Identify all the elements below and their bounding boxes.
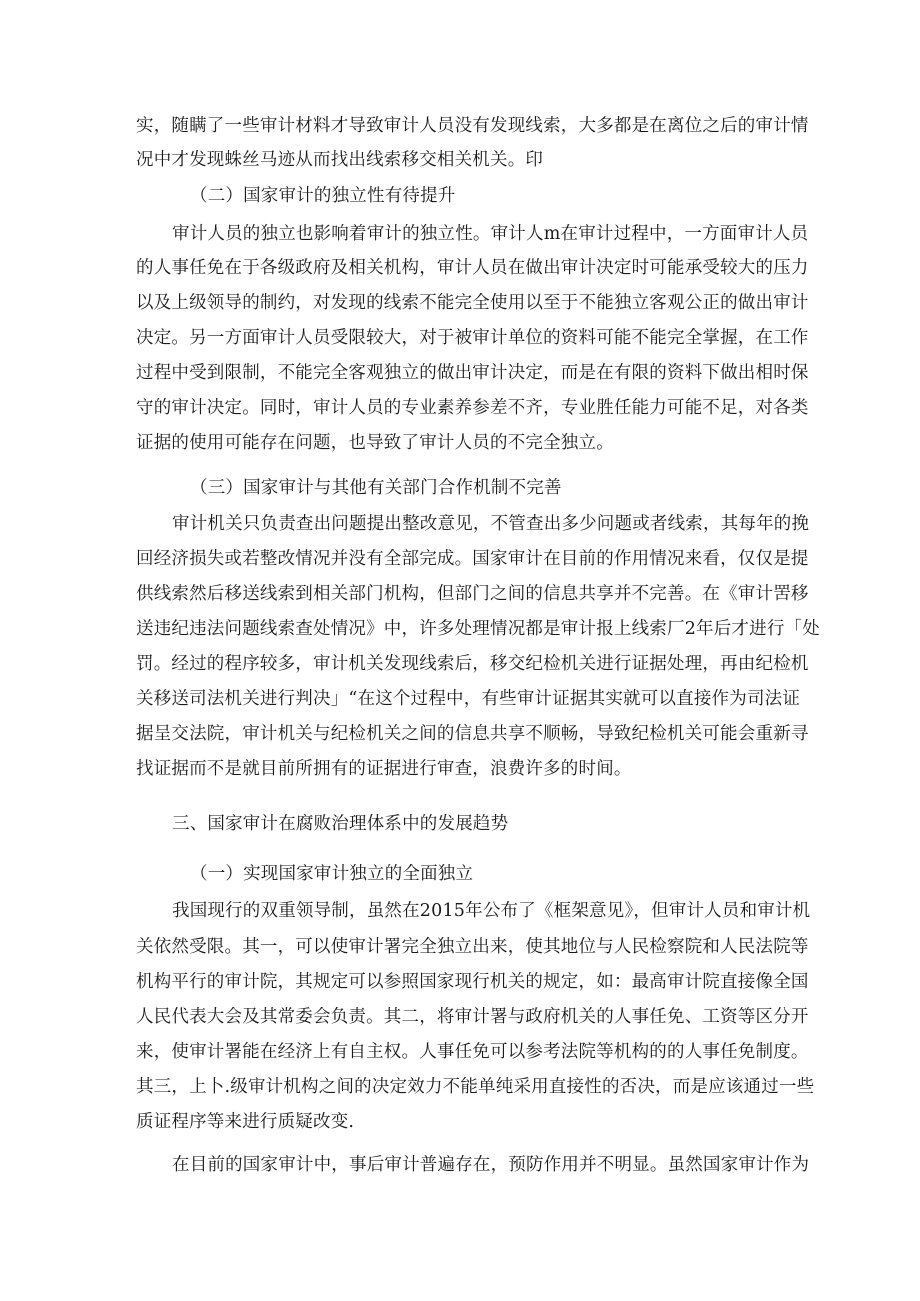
paragraph-line: 守的审计决定。同时，审计人员的专业素养参差不齐，专业胜任能力可能不足，对各类	[136, 398, 809, 418]
paragraph-line: 况中才发现蛛丝马迹从而找出线索移交相关机关。印	[136, 150, 544, 170]
paragraph-line: 质证程序等来进行质疑改变.	[136, 1112, 355, 1132]
paragraph-line: 证据的使用可能存在问题，也导致了审计人员的不完全独立。	[136, 433, 614, 453]
paragraph-line: 过程中受到限制，不能完全客观独立的做出审计决定，而是在有限的资料下做出相时保	[136, 363, 809, 383]
paragraph-line: 人民代表大会及其常委会负责。其二，将审计署与政府机关的人事任免、工资等区分开	[136, 1007, 809, 1027]
paragraph-line: 的人事任免在于各级政府及相关机构，审计人员在做出审计决定时可能承受较大的压力	[136, 258, 809, 278]
paragraph-line: 来，使审计署能在经济上有自主权。人事任免可以参考法院等机构的的人事任免制度。	[136, 1042, 809, 1062]
paragraph-line: 审计人员的独立也影响着审计的独立性。审计人m在审计过程中，一方面审计人员	[172, 224, 809, 244]
paragraph-line: 据呈交法院，审计机关与纪检机关之间的信息共享不顺畅，导致纪检机关可能会重新寻	[136, 724, 809, 744]
paragraph-line: 决定。另一方面审计人员受限较大，对于被审计单位的资料可能不能完全掌握，在工作	[136, 328, 809, 348]
section-subheading: （二）国家审计的独立性有待提升	[190, 186, 456, 206]
paragraph-line: 其三，上卜.级审计机构之间的决定效力不能单纯采用直接性的否决，而是应该通过一些	[136, 1077, 815, 1097]
paragraph-line: 以及上级领导的制约，对发现的线索不能完全使用以至于不能独立客观公正的做出审计	[136, 293, 809, 313]
section-subheading: （一）实现国家审计独立的全面独立	[190, 864, 474, 884]
paragraph-line: 送违纪违法问题线索查处情况》中，许多处理情况都是审计报上线索厂2年后才进行「处	[136, 619, 820, 639]
paragraph-line: 供线索然后移送线索到相关部门机构，但部门之间的信息共享并不完善。在《审计罟移	[136, 584, 809, 604]
paragraph-line: 在目前的国家审计中，事后审计普遍存在，预防作用并不明显。虽然国家审计作为	[172, 1155, 810, 1175]
paragraph-line: 罚。经过的程序较多，审计机关发现线索后，移交纪检机关进行证据处理，再由纪检机	[136, 654, 809, 674]
paragraph-line: 找证据而不是就目前所拥有的证据进行审查，浪费许多的时间。	[136, 759, 632, 779]
section-subheading: （三）国家审计与其他有关部门合作机制不完善	[190, 478, 562, 498]
section-heading: 三、国家审计在腐败治理体系中的发展趋势	[172, 814, 509, 834]
paragraph-line: 关移送司法机关进行判决」“在这个过程中，有些审计证据其实就可以直接作为司法证	[136, 689, 801, 709]
paragraph-line: 回经济损失或若整改情况并没有全部完成。国家审计在目前的作用情况来看，仅仅是提	[136, 549, 809, 569]
paragraph-line: 审计机关只负责查出问题提出整改意见，不管查出多少问题或者线索，其每年的挽	[172, 514, 810, 534]
paragraph-line: 实，随瞒了一些审计材料才导致审计人员没有发现线索，大多都是在离位之后的审计情	[136, 116, 809, 136]
paragraph-line: 机构平行的审计院，其规定可以参照国家现行机关的规定，如：最高审计院直接像全国	[136, 972, 809, 992]
paragraph-line: 我国现行的双重领导制，虽然在2015年公布了《框架意见》，但审计人员和审计机	[172, 901, 811, 921]
paragraph-line: 关依然受限。其一，可以使审计署完全独立出来，使其地位与人民检察院和人民法院等	[136, 937, 809, 957]
